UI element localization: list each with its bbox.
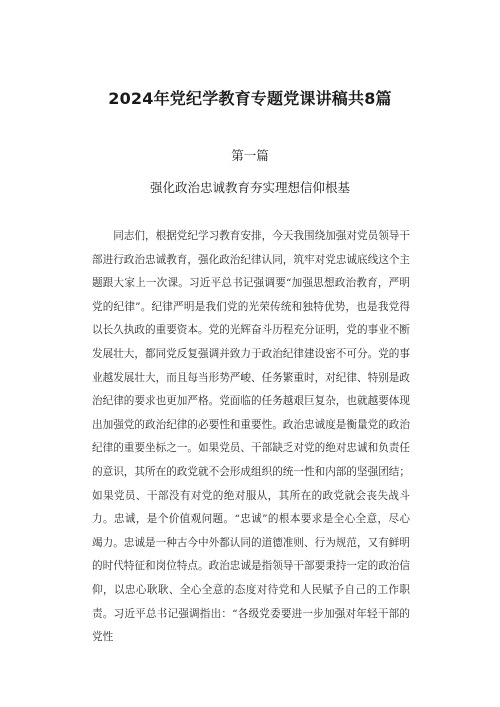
document-title: 2024年党纪学教育专题党课讲稿共8篇 — [108, 89, 392, 108]
section-title: 强化政治忠诚教育夯实理想信仰根基 — [149, 180, 350, 195]
section-label: 第一篇 — [231, 148, 269, 163]
body-paragraph: 同志们，根据党纪学习教育安排，今天我围绕加强对党员领导干部进行政治忠诚教育，强化政治纪律认同，筑牢对党忠诚底线这个主题跟大家上一次课。习近平总书记强调要“加强思想政治教育，严明党的纪律”。纪律严明是我们党的光荣传统和独特优势，也是我党得以长久执政的重要资本。党的光辉奋斗历程充分证明，党的事业不断发展壮大，都同党反复强调并致力于政治纪律建设密不可分。党的事业越发展壮大，而且每当形势严峻、任务繁重时，对纪律、特别是政治纪律的要求也更加严格。党面临的任务越艰巨复杂，也就越要体现出加强党的政治纪律的必要性和重要性。政治忠诚度是衡量党的政治纪律的重要坐标之一。如果党员、干部缺乏对党的绝对忠诚和负责任的意识，其所在的政党就不会形成组织的统一性和内部的坚强团结；如果党员、干部没有对党的绝对服从，其所在的政党就会丧失战斗力。忠诚，是个价值观问题。“忠诚”的根本要求是全心全意，尽心竭力。忠诚是一种古今中外都认同的道德准则、行为规范，又有鲜明的时代特征和岗位特点。政治忠诚是指领导干部要秉持一定的政治信仰，以忠心耿耿、全心全意的态度对待党和人民赋予自己的工作职责。习近平总书记强调指出：“各级党委要进一步加强对年轻干部的党性 — [92, 230, 410, 644]
